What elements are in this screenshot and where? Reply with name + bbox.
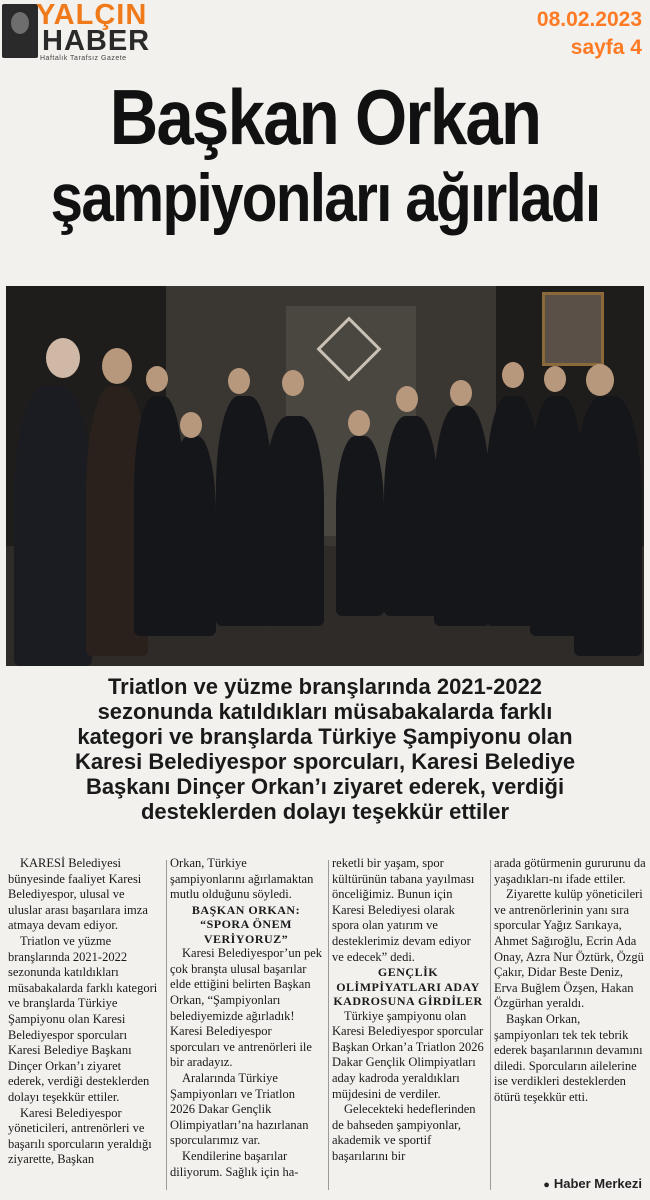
body-paragraph: Kendilerine başarılar diliyorum. Sağlık için ha- [170, 1149, 299, 1179]
page-number: sayfa 4 [570, 36, 642, 59]
column-3 [332, 856, 484, 1192]
body-paragraph: Aralarında Türkiye Şampiyonları ve Triatlon 2026 Dakar Gençlik Olimpiyatları’na hazırlanan sporcularımız var. [170, 1071, 309, 1148]
person-head [450, 380, 472, 406]
person-head [102, 348, 132, 384]
body-paragraph: Gelecekteki hedeflerinden de bahseden şampiyonlar, akademik ve sportif başarılarını bir [332, 1102, 476, 1163]
article-body [8, 856, 644, 1192]
person-head [544, 366, 566, 392]
column-4 [494, 856, 646, 1192]
subheading: GENÇLİK [377, 965, 439, 980]
body-paragraph: Başkan Orkan, şampiyonları tek tek tebrik ederek başarılarının devamını diledi. Sporcuların ailelerine ise verdikleri desteklerden ötürü teşekkür etti. [494, 1011, 643, 1104]
person-figure [384, 416, 438, 616]
person-figure [574, 396, 642, 656]
person-head [228, 368, 250, 394]
deck-line: Karesi Belediyespor sporcuları, Karesi Belediye [74, 749, 576, 774]
byline: ● Haber Merkezi [543, 1176, 642, 1191]
person-head [180, 412, 202, 438]
person-figure [264, 416, 324, 626]
wall-portrait-frame [542, 292, 604, 366]
logo-text-top: YALÇIN [36, 0, 148, 31]
person-figure [336, 436, 384, 616]
body-paragraph: Orkan, Türkiye şampiyonlarını ağırlamaktan mutlu olduğunu söyledi. [170, 856, 314, 902]
issue-date: 08.02.2023 [536, 8, 642, 31]
subheading: OLİMPİYATLARI ADAY KADROSUNA GİRDİLER [333, 979, 483, 1009]
person-head [282, 370, 304, 396]
newspaper-logo [2, 2, 162, 62]
logo-text-bottom: HABER [42, 25, 151, 57]
person-head [46, 338, 80, 378]
person-head [348, 410, 370, 436]
person-head [146, 366, 168, 392]
person-head [586, 364, 614, 396]
body-paragraph: Karesi Belediyespor’un pek çok branşta ulusal başarılar elde ettiğini belirten Başkan Orkan, “Şampiyonları belediyemizde ağırladık! Karesi Belediyespor sporcuları ve antrenörleri ile bir aradayız. [170, 946, 323, 1070]
article-headline [0, 74, 650, 236]
body-paragraph: Türkiye şampiyonu olan Karesi Belediyespor sporcular Başkan Orkan’a Triatlon 2026 Dakar Gençlik Olimpiyatları aday kadroda yeraldıkları müjdesini de verdiler. [332, 1008, 484, 1101]
portrait-icon [2, 4, 38, 58]
person-figure [14, 386, 92, 666]
deck-line: Triatlon ve yüzme branşlarında 2021-2022 [107, 674, 543, 699]
deck-line: desteklerden dolayı teşekkür ettiler [140, 799, 510, 824]
headline-line-2: şampiyonları ağırladı [50, 160, 600, 236]
person-head [502, 362, 524, 388]
masthead [0, 0, 650, 68]
person-figure [170, 436, 216, 636]
body-paragraph: Triatlon ve yüzme branşlarında 2021-2022 sezonunda katıldıkları müsabakalarda farklı kategori ve branşlarda Türkiye Şampiyonu olan Karesi Belediyespor sporcuları Karesi Belediye Başkanı Dinçer Orkan’ı ziyaret ederek, verdiği desteklerden dolayı teşekkür ettiler. [8, 933, 158, 1104]
headline-line-1: Başkan Orkan [109, 73, 541, 161]
subheading: “SPORA ÖNEM VERİYORUZ” [200, 917, 292, 946]
column-2 [170, 856, 322, 1192]
deck-line: sezonunda katıldıkları müsabakalarda farklı [97, 699, 553, 724]
logo-tagline: Haftalık Tarafsız Gazete [40, 55, 127, 62]
body-paragraph: KARESİ Belediyesi bünyesinde faaliyet Karesi Belediyespor, ulusal ve uluslar arası başarılara imza atmaya devam ediyor. [8, 856, 148, 933]
deck-line: kategori ve branşlarda Türkiye Şampiyonu olan [77, 724, 573, 749]
body-paragraph: reketli bir yaşam, spor kültürünün tabana yayılması önceliğimiz. Bunun için Karesi Belediyesi olarak spora olan yatırım ve desteklerimiz devam ediyor ve edecek” dedi. [332, 856, 475, 964]
subheading: BAŞKAN ORKAN: [191, 902, 301, 917]
body-paragraph: Karesi Belediyespor yöneticileri, antrenörleri ve başarılı sporcuların yeraldığı ziyarette, Başkan [8, 1105, 152, 1167]
person-head [396, 386, 418, 412]
body-paragraph: Ziyarette kulüp yöneticileri ve antrenörlerinin yanı sıra sporcular Yağız Sarıkaya, Ahmet Sağıroğlu, Ecrin Ada Onay, Azra Nur Öztürk, Özgü Çakır, Didar Beste Deniz, Erva Buğlem Özşen, Hakan Özgürhan yeraldı. [494, 887, 644, 1011]
article-deck [10, 674, 640, 824]
deck-line: Başkanı Dinçer Orkan’ı ziyaret ederek, verdiği [85, 774, 565, 799]
column-1 [8, 856, 160, 1192]
article-photo [6, 286, 644, 666]
body-paragraph: arada götürmenin gururunu da yaşadıkları-nı ifade ettiler. [494, 856, 646, 886]
person-figure [434, 406, 490, 626]
